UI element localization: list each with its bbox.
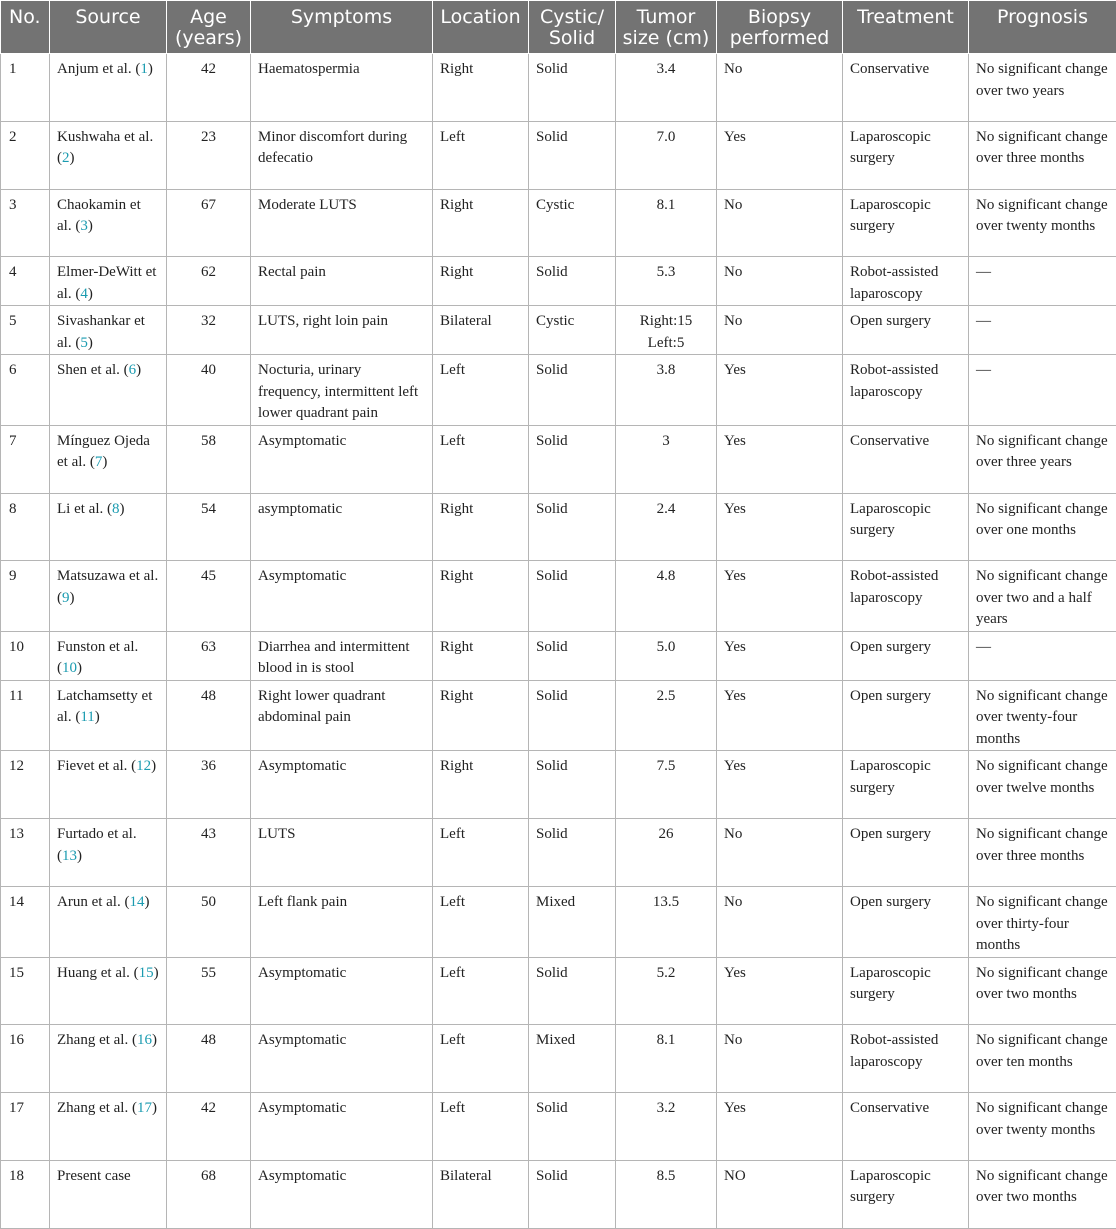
size-value: 8.5 bbox=[657, 1168, 676, 1184]
header-location-label: Location bbox=[440, 6, 520, 28]
cell-symptoms: Asymptomatic bbox=[251, 1160, 433, 1228]
cell-biopsy: No bbox=[717, 1025, 843, 1093]
cell-no: 4 bbox=[1, 257, 50, 306]
cell-no: 8 bbox=[1, 493, 50, 561]
cell-source bbox=[50, 887, 167, 958]
table-body bbox=[1, 54, 1116, 1229]
cell-prognosis: No significant change over twenty-four months bbox=[969, 680, 1116, 751]
cell-biopsy: Yes bbox=[717, 425, 843, 493]
reference-link[interactable]: 1 bbox=[140, 61, 148, 77]
header-prognosis bbox=[969, 1, 1116, 54]
table-row bbox=[1, 1093, 1116, 1161]
cell-treatment: Robot-assisted laparoscopy bbox=[843, 257, 969, 306]
cell-prognosis: No significant change over two months bbox=[969, 957, 1116, 1025]
cell-source bbox=[50, 631, 167, 680]
cell-location: Right bbox=[433, 54, 529, 122]
cell-prognosis: No significant change over twelve months bbox=[969, 751, 1116, 819]
table-header bbox=[1, 1, 1116, 54]
reference-link[interactable]: 5 bbox=[80, 335, 88, 351]
reference-link[interactable]: 10 bbox=[62, 660, 77, 676]
source-text: Mínguez Ojeda et al. ( bbox=[57, 433, 150, 471]
cell-symptoms: Right lower quadrant abdominal pain bbox=[251, 680, 433, 751]
table-row bbox=[1, 561, 1116, 632]
cell-location: Left bbox=[433, 887, 529, 958]
cell-prognosis: No significant change over twenty months bbox=[969, 1093, 1116, 1161]
cell-biopsy: Yes bbox=[717, 631, 843, 680]
size-value: 3 bbox=[662, 433, 670, 449]
cell-source bbox=[50, 1160, 167, 1228]
cell-location: Right bbox=[433, 561, 529, 632]
cell-location: Left bbox=[433, 957, 529, 1025]
table-row bbox=[1, 631, 1116, 680]
table-row bbox=[1, 306, 1116, 355]
header-biopsy-label-1: Biopsy bbox=[748, 6, 811, 28]
cell-size bbox=[616, 1160, 717, 1228]
table-row bbox=[1, 957, 1116, 1025]
cell-type: Solid bbox=[529, 751, 616, 819]
cell-type: Solid bbox=[529, 257, 616, 306]
cell-no: 9 bbox=[1, 561, 50, 632]
cell-location: Bilateral bbox=[433, 1160, 529, 1228]
header-biopsy-label-2: performed bbox=[730, 27, 830, 49]
cell-source bbox=[50, 257, 167, 306]
cell-biopsy: Yes bbox=[717, 561, 843, 632]
table-row bbox=[1, 1025, 1116, 1093]
table-row bbox=[1, 751, 1116, 819]
reference-close: ) bbox=[77, 848, 82, 864]
size-value: 8.1 bbox=[657, 1032, 676, 1048]
cell-age: 63 bbox=[167, 631, 251, 680]
cell-treatment: Laparoscopic surgery bbox=[843, 121, 969, 189]
cell-symptoms: Left flank pain bbox=[251, 887, 433, 958]
cell-location: Left bbox=[433, 425, 529, 493]
cell-biopsy: NO bbox=[717, 1160, 843, 1228]
size-value: 3.2 bbox=[657, 1100, 676, 1116]
cell-source bbox=[50, 189, 167, 257]
table-row bbox=[1, 819, 1116, 887]
header-size-label-1: Tumor bbox=[637, 6, 696, 28]
cell-age: 48 bbox=[167, 680, 251, 751]
cell-age: 55 bbox=[167, 957, 251, 1025]
reference-close: ) bbox=[70, 150, 75, 166]
cell-age: 36 bbox=[167, 751, 251, 819]
header-size bbox=[616, 1, 717, 54]
source-text: Huang et al. ( bbox=[57, 965, 139, 981]
size-value: 7.5 bbox=[657, 758, 676, 774]
cell-symptoms: Asymptomatic bbox=[251, 425, 433, 493]
cell-location: Right bbox=[433, 257, 529, 306]
reference-close: ) bbox=[88, 218, 93, 234]
cell-type: Solid bbox=[529, 493, 616, 561]
cell-treatment: Laparoscopic surgery bbox=[843, 1160, 969, 1228]
header-row bbox=[1, 1, 1116, 54]
cell-treatment: Conservative bbox=[843, 1093, 969, 1161]
reference-close: ) bbox=[70, 590, 75, 606]
table-row bbox=[1, 425, 1116, 493]
header-symptoms-label: Symptoms bbox=[291, 6, 392, 28]
cell-symptoms: Asymptomatic bbox=[251, 751, 433, 819]
header-size-label-2: size (cm) bbox=[623, 27, 710, 49]
cell-age: 23 bbox=[167, 121, 251, 189]
cell-symptoms: Asymptomatic bbox=[251, 1093, 433, 1161]
source-text: Zhang et al. ( bbox=[57, 1032, 137, 1048]
header-symptoms bbox=[251, 1, 433, 54]
cell-location: Right bbox=[433, 631, 529, 680]
cell-prognosis: — bbox=[969, 306, 1116, 355]
table-row bbox=[1, 355, 1116, 426]
cell-biopsy: No bbox=[717, 306, 843, 355]
size-value: 8.1 bbox=[657, 197, 676, 213]
header-source-label: Source bbox=[75, 6, 140, 28]
reference-close: ) bbox=[152, 1100, 157, 1116]
header-age-unit: (years) bbox=[175, 27, 242, 49]
cell-size bbox=[616, 887, 717, 958]
reference-close: ) bbox=[88, 335, 93, 351]
cell-size bbox=[616, 54, 717, 122]
cell-age: 40 bbox=[167, 355, 251, 426]
reference-link[interactable]: 6 bbox=[129, 362, 137, 378]
reference-close: ) bbox=[102, 454, 107, 470]
source-text: Kushwaha et al. ( bbox=[57, 129, 153, 167]
cell-type: Mixed bbox=[529, 1025, 616, 1093]
cell-biopsy: Yes bbox=[717, 751, 843, 819]
cell-type: Solid bbox=[529, 355, 616, 426]
cell-no: 10 bbox=[1, 631, 50, 680]
cell-location: Left bbox=[433, 819, 529, 887]
cell-no: 12 bbox=[1, 751, 50, 819]
size-value: Right:15 bbox=[623, 311, 709, 333]
cell-no: 13 bbox=[1, 819, 50, 887]
size-value: 3.8 bbox=[657, 362, 676, 378]
cell-location: Right bbox=[433, 189, 529, 257]
source-text: Anjum et al. ( bbox=[57, 61, 140, 77]
reference-link[interactable]: 16 bbox=[137, 1032, 152, 1048]
cell-age: 50 bbox=[167, 887, 251, 958]
reference-close: ) bbox=[144, 894, 149, 910]
cell-treatment: Laparoscopic surgery bbox=[843, 957, 969, 1025]
size-value: 2.4 bbox=[657, 501, 676, 517]
header-location bbox=[433, 1, 529, 54]
header-age-label: Age bbox=[190, 6, 227, 28]
cell-prognosis: — bbox=[969, 355, 1116, 426]
cell-no: 5 bbox=[1, 306, 50, 355]
header-no bbox=[1, 1, 50, 54]
cell-size bbox=[616, 631, 717, 680]
cell-size bbox=[616, 355, 717, 426]
cell-treatment: Laparoscopic surgery bbox=[843, 493, 969, 561]
cell-biopsy: No bbox=[717, 257, 843, 306]
cell-source bbox=[50, 306, 167, 355]
cell-prognosis: No significant change over two and a half years bbox=[969, 561, 1116, 632]
cell-size bbox=[616, 819, 717, 887]
source-text: Furtado et al. ( bbox=[57, 826, 137, 864]
size-value-2: Left:5 bbox=[623, 333, 709, 355]
cell-treatment: Open surgery bbox=[843, 887, 969, 958]
cell-source bbox=[50, 1025, 167, 1093]
reference-close: ) bbox=[77, 660, 82, 676]
cell-no: 16 bbox=[1, 1025, 50, 1093]
cell-no: 17 bbox=[1, 1093, 50, 1161]
cell-age: 67 bbox=[167, 189, 251, 257]
cell-no: 14 bbox=[1, 887, 50, 958]
cell-size bbox=[616, 1025, 717, 1093]
reference-link[interactable]: 3 bbox=[80, 218, 88, 234]
reference-link[interactable]: 2 bbox=[62, 150, 70, 166]
reference-close: ) bbox=[95, 709, 100, 725]
reference-close: ) bbox=[152, 1032, 157, 1048]
cell-biopsy: Yes bbox=[717, 121, 843, 189]
cell-size bbox=[616, 561, 717, 632]
reference-close: ) bbox=[88, 286, 93, 302]
cell-size bbox=[616, 425, 717, 493]
cell-type: Solid bbox=[529, 54, 616, 122]
cell-source bbox=[50, 819, 167, 887]
cell-prognosis: No significant change over thirty-four months bbox=[969, 887, 1116, 958]
cell-source bbox=[50, 493, 167, 561]
cell-treatment: Open surgery bbox=[843, 631, 969, 680]
cell-treatment: Laparoscopic surgery bbox=[843, 751, 969, 819]
cell-type: Solid bbox=[529, 631, 616, 680]
reference-link[interactable]: 12 bbox=[136, 758, 151, 774]
header-no-label: No. bbox=[9, 6, 41, 28]
cell-no: 15 bbox=[1, 957, 50, 1025]
cell-location: Right bbox=[433, 751, 529, 819]
cell-type: Solid bbox=[529, 1093, 616, 1161]
reference-close: ) bbox=[119, 501, 124, 517]
cell-location: Left bbox=[433, 355, 529, 426]
cell-source bbox=[50, 680, 167, 751]
table-row bbox=[1, 189, 1116, 257]
size-value: 4.8 bbox=[657, 568, 676, 584]
cell-size bbox=[616, 957, 717, 1025]
cell-biopsy: No bbox=[717, 887, 843, 958]
cell-biopsy: Yes bbox=[717, 493, 843, 561]
cell-symptoms: LUTS bbox=[251, 819, 433, 887]
cell-symptoms: Diarrhea and intermittent blood in is stool bbox=[251, 631, 433, 680]
cell-prognosis: — bbox=[969, 631, 1116, 680]
table-row bbox=[1, 257, 1116, 306]
cell-treatment: Robot-assisted laparoscopy bbox=[843, 561, 969, 632]
cell-age: 54 bbox=[167, 493, 251, 561]
cell-age: 42 bbox=[167, 54, 251, 122]
reference-link[interactable]: 11 bbox=[80, 709, 94, 725]
source-text: Fievet et al. ( bbox=[57, 758, 136, 774]
cell-source bbox=[50, 1093, 167, 1161]
cell-treatment: Open surgery bbox=[843, 306, 969, 355]
cell-type: Mixed bbox=[529, 887, 616, 958]
cell-type: Solid bbox=[529, 1160, 616, 1228]
cell-treatment: Conservative bbox=[843, 54, 969, 122]
header-age bbox=[167, 1, 251, 54]
cell-symptoms: Haematospermia bbox=[251, 54, 433, 122]
cell-source bbox=[50, 355, 167, 426]
cell-symptoms: LUTS, right loin pain bbox=[251, 306, 433, 355]
cell-treatment: Open surgery bbox=[843, 819, 969, 887]
cell-prognosis: No significant change over ten months bbox=[969, 1025, 1116, 1093]
cell-prognosis: No significant change over twenty months bbox=[969, 189, 1116, 257]
reference-close: ) bbox=[136, 362, 141, 378]
cell-biopsy: Yes bbox=[717, 957, 843, 1025]
reference-link[interactable]: 13 bbox=[62, 848, 77, 864]
size-value: 2.5 bbox=[657, 688, 676, 704]
cell-location: Left bbox=[433, 1025, 529, 1093]
reference-close: ) bbox=[154, 965, 159, 981]
size-value: 26 bbox=[659, 826, 674, 842]
cell-size bbox=[616, 1093, 717, 1161]
cell-age: 32 bbox=[167, 306, 251, 355]
cell-biopsy: Yes bbox=[717, 680, 843, 751]
cell-no: 11 bbox=[1, 680, 50, 751]
cell-age: 43 bbox=[167, 819, 251, 887]
size-value: 5.0 bbox=[657, 639, 676, 655]
cell-size bbox=[616, 493, 717, 561]
cell-symptoms: Moderate LUTS bbox=[251, 189, 433, 257]
cell-no: 6 bbox=[1, 355, 50, 426]
cell-type: Cystic bbox=[529, 189, 616, 257]
cell-source bbox=[50, 957, 167, 1025]
cell-treatment: Robot-assisted laparoscopy bbox=[843, 355, 969, 426]
cell-biopsy: No bbox=[717, 189, 843, 257]
cell-biopsy: Yes bbox=[717, 1093, 843, 1161]
size-value: 5.2 bbox=[657, 965, 676, 981]
source-text: Chaokamin et al. ( bbox=[57, 197, 141, 235]
cell-symptoms: asymptomatic bbox=[251, 493, 433, 561]
reference-close: ) bbox=[151, 758, 156, 774]
table-row bbox=[1, 493, 1116, 561]
cell-type: Solid bbox=[529, 121, 616, 189]
source-text: Latchamsetty et al. ( bbox=[57, 688, 152, 726]
cell-age: 48 bbox=[167, 1025, 251, 1093]
reference-link[interactable]: 14 bbox=[129, 894, 144, 910]
header-treatment-label: Treatment bbox=[857, 6, 954, 28]
cell-type: Solid bbox=[529, 819, 616, 887]
header-prognosis-label: Prognosis bbox=[997, 6, 1088, 28]
cell-symptoms: Asymptomatic bbox=[251, 561, 433, 632]
cell-symptoms: Minor discomfort during defecatio bbox=[251, 121, 433, 189]
cell-treatment: Laparoscopic surgery bbox=[843, 189, 969, 257]
cell-size bbox=[616, 121, 717, 189]
cell-location: Right bbox=[433, 680, 529, 751]
source-text: Elmer-DeWitt et al. ( bbox=[57, 264, 156, 302]
table-row bbox=[1, 887, 1116, 958]
cell-type: Solid bbox=[529, 425, 616, 493]
cell-age: 58 bbox=[167, 425, 251, 493]
cell-location: Right bbox=[433, 493, 529, 561]
cell-biopsy: No bbox=[717, 54, 843, 122]
cell-age: 62 bbox=[167, 257, 251, 306]
reference-link[interactable]: 4 bbox=[80, 286, 88, 302]
cell-source bbox=[50, 121, 167, 189]
cell-source bbox=[50, 751, 167, 819]
header-source bbox=[50, 1, 167, 54]
cell-prognosis: No significant change over three years bbox=[969, 425, 1116, 493]
source-text: Funston et al. ( bbox=[57, 639, 138, 677]
cell-size bbox=[616, 680, 717, 751]
cell-size bbox=[616, 189, 717, 257]
cell-biopsy: No bbox=[717, 819, 843, 887]
size-value: 13.5 bbox=[653, 894, 679, 910]
reference-link[interactable]: 17 bbox=[137, 1100, 152, 1116]
cell-type: Cystic bbox=[529, 306, 616, 355]
header-type-label-2: Solid bbox=[549, 27, 595, 49]
source-text: Present case bbox=[57, 1168, 131, 1184]
cell-treatment: Robot-assisted laparoscopy bbox=[843, 1025, 969, 1093]
cell-type: Solid bbox=[529, 957, 616, 1025]
table-row bbox=[1, 1160, 1116, 1228]
cell-symptoms: Asymptomatic bbox=[251, 957, 433, 1025]
table-row bbox=[1, 121, 1116, 189]
cell-source bbox=[50, 54, 167, 122]
cell-no: 1 bbox=[1, 54, 50, 122]
source-text: Matsuzawa et al. ( bbox=[57, 568, 158, 606]
cell-symptoms: Rectal pain bbox=[251, 257, 433, 306]
source-text: Zhang et al. ( bbox=[57, 1100, 137, 1116]
cell-size bbox=[616, 751, 717, 819]
header-type-label-1: Cystic/ bbox=[540, 6, 604, 28]
header-biopsy bbox=[717, 1, 843, 54]
cell-size bbox=[616, 257, 717, 306]
cell-prognosis: No significant change over three months bbox=[969, 121, 1116, 189]
cell-source bbox=[50, 425, 167, 493]
size-value: 5.3 bbox=[657, 264, 676, 280]
reference-link[interactable]: 15 bbox=[139, 965, 154, 981]
source-text: Li et al. ( bbox=[57, 501, 112, 517]
cell-no: 18 bbox=[1, 1160, 50, 1228]
cell-prognosis: No significant change over two years bbox=[969, 54, 1116, 122]
cell-treatment: Conservative bbox=[843, 425, 969, 493]
cell-symptoms: Asymptomatic bbox=[251, 1025, 433, 1093]
cell-biopsy: Yes bbox=[717, 355, 843, 426]
table-row bbox=[1, 54, 1116, 122]
cell-source bbox=[50, 561, 167, 632]
cell-no: 7 bbox=[1, 425, 50, 493]
cell-location: Bilateral bbox=[433, 306, 529, 355]
cell-no: 3 bbox=[1, 189, 50, 257]
cell-size bbox=[616, 306, 717, 355]
reference-link[interactable]: 7 bbox=[95, 454, 103, 470]
cell-prognosis: No significant change over one months bbox=[969, 493, 1116, 561]
header-type bbox=[529, 1, 616, 54]
source-text: Arun et al. ( bbox=[57, 894, 129, 910]
cell-type: Solid bbox=[529, 680, 616, 751]
cell-prognosis: — bbox=[969, 257, 1116, 306]
reference-link[interactable]: 8 bbox=[112, 501, 120, 517]
size-value: 7.0 bbox=[657, 129, 676, 145]
source-text: Sivashankar et al. ( bbox=[57, 313, 145, 351]
cell-symptoms: Nocturia, urinary frequency, intermittent left lower quadrant pain bbox=[251, 355, 433, 426]
cell-prognosis: No significant change over three months bbox=[969, 819, 1116, 887]
cell-location: Left bbox=[433, 121, 529, 189]
cell-prognosis: No significant change over two months bbox=[969, 1160, 1116, 1228]
cell-location: Left bbox=[433, 1093, 529, 1161]
reference-close: ) bbox=[148, 61, 153, 77]
source-text: Shen et al. ( bbox=[57, 362, 129, 378]
table-row bbox=[1, 680, 1116, 751]
cell-type: Solid bbox=[529, 561, 616, 632]
header-treatment bbox=[843, 1, 969, 54]
cell-age: 68 bbox=[167, 1160, 251, 1228]
size-value: 3.4 bbox=[657, 61, 676, 77]
cell-age: 45 bbox=[167, 561, 251, 632]
reference-link[interactable]: 9 bbox=[62, 590, 70, 606]
cell-treatment: Open surgery bbox=[843, 680, 969, 751]
cell-no: 2 bbox=[1, 121, 50, 189]
cell-age: 42 bbox=[167, 1093, 251, 1161]
